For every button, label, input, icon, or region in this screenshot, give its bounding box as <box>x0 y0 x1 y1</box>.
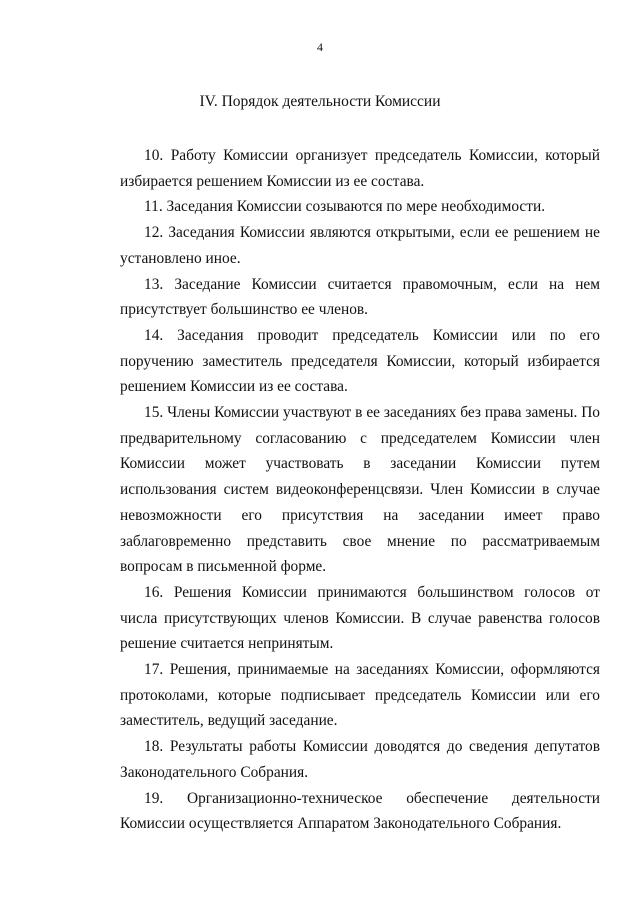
page-number: 4 <box>317 40 323 54</box>
paragraph-12: 12. Заседания Комиссии являются открытыми, если ее решением не установлено иное. <box>120 224 600 267</box>
paragraph-11: 11. Заседания Комиссии созываются по мере необходимости. <box>144 198 546 216</box>
paragraph-16: 16. Решения Комиссии принимаются большинством голосов от числа присутствующих членов Комиссии. В случае равенства голосов решение считается непринятым. <box>120 583 600 653</box>
section-title: IV. Порядок деятельности Комиссии <box>199 93 441 110</box>
paragraph-10: 10. Работу Комиссии организует председатель Комиссии, который избирается решением Комиссии из ее состава. <box>120 147 600 190</box>
paragraph-19: 19. Организационно-техническое обеспечение деятельности Комиссии осуществляется Аппаратом Законодательного Собрания. <box>120 789 600 833</box>
paragraph-15: 15. Члены Комиссии участвуют в ее заседаниях без права замены. По предварительному согласованию с председателем Комиссии член Комиссии может участвовать в заседании Комиссии путем использования систем видеоконференцсвязи. Член Комиссии в случае невозможности его присутствия на заседании имеет право заблаговременно представить свое мнение по рассматриваемым вопросам в письменной форме. <box>120 404 600 576</box>
paragraph-14: 14. Заседания проводит председатель Комиссии или по его поручению заместитель председателя Комиссии, который избирается решением Комиссии из ее состава. <box>120 326 600 396</box>
document-body <box>120 143 600 837</box>
paragraph-18: 18. Результаты работы Комиссии доводятся до сведения депутатов Законодательного Собрания. <box>120 738 600 781</box>
paragraph-13: 13. Заседание Комиссии считается правомочным, если на нем присутствует большинство ее членов. <box>120 275 600 319</box>
paragraph-17: 17. Решения, принимаемые на заседаниях Комиссии, оформляются протоколами, которые подписывает председатель Комиссии или его заместитель, ведущий заседание. <box>120 661 600 730</box>
